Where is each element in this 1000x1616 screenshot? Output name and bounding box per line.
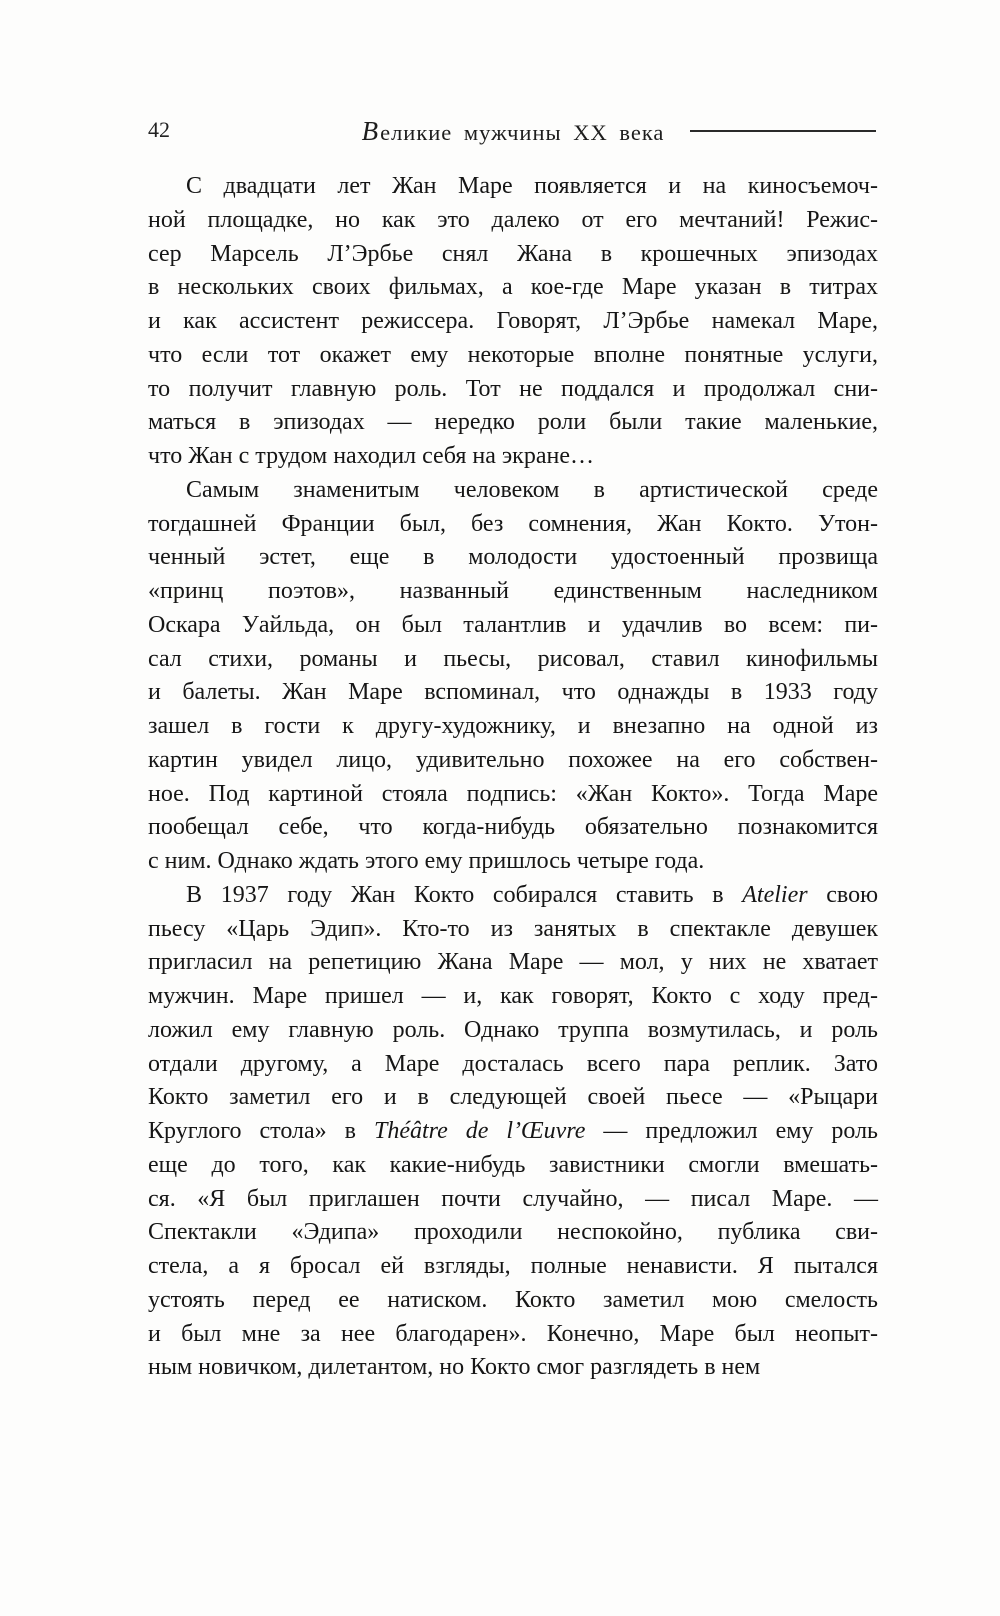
text-line xyxy=(148,1014,878,1048)
text-line xyxy=(148,1048,878,1082)
text-line xyxy=(148,238,878,272)
text-segment: стела, а я бросал ей взгляды, полные ненависти. Я пытался xyxy=(148,1253,878,1279)
text-segment: — предложил ему роль xyxy=(585,1118,878,1144)
text-line xyxy=(148,1250,878,1284)
text-segment: ложил ему главную роль. Однако труппа возмутилась, и роль xyxy=(148,1016,878,1043)
text-line xyxy=(148,1318,878,1352)
text-segment: тогдашней Франции был, без сомнения, Жан Кокто. Утон- xyxy=(148,510,878,537)
text-line xyxy=(148,271,878,305)
text-line xyxy=(148,1351,878,1385)
text-line xyxy=(148,474,878,508)
paragraph xyxy=(148,474,878,879)
text-line xyxy=(148,1216,878,1250)
text-line xyxy=(148,373,878,407)
text-line xyxy=(148,305,878,339)
text-segment: Кокто заметил его и в следующей своей пьесе — «Рыцари xyxy=(148,1084,878,1111)
page-header xyxy=(148,114,878,146)
text-line xyxy=(148,778,878,812)
text-line xyxy=(148,406,878,440)
text-line xyxy=(148,541,878,575)
text-line xyxy=(148,440,878,474)
text-segment: Спектакли «Эдипа» проходили неспокойно, публика сви- xyxy=(148,1219,878,1246)
text-line xyxy=(148,643,878,677)
text-line xyxy=(148,946,878,980)
text-segment: пьесу «Царь Эдип». Кто-то из занятых в спектакле девушек xyxy=(148,915,878,942)
text-segment: в нескольких своих фильмах, а кое-где Маре указан в титрах xyxy=(148,274,878,301)
text-segment: ным новичком, дилетантом, но Кокто смог разглядеть в нем xyxy=(148,1354,761,1381)
text-segment: пообещал себе, что когда-нибудь обязательно познакомится xyxy=(148,814,878,841)
text-segment: ся. «Я был приглашен почти случайно, — писал Маре. — xyxy=(148,1185,878,1212)
text-segment: мужчин. Маре пришел — и, как говорят, Кокто с ходу пред- xyxy=(148,983,878,1009)
text-segment: то получит главную роль. Тот не поддался и продолжал сни- xyxy=(148,375,878,402)
text-segment: и как ассистент режиссера. Говорят, Л’Эрбье намекал Маре, xyxy=(148,308,878,334)
text-line xyxy=(148,575,878,609)
text-line xyxy=(148,676,878,710)
text-line xyxy=(148,980,878,1014)
text-line xyxy=(148,710,878,744)
text-segment: С двадцати лет Жан Маре появляется и на киносъемоч- xyxy=(186,173,878,199)
text-segment: «принц поэтов», названный единственным наследником xyxy=(148,578,878,604)
text-line xyxy=(148,1115,878,1149)
paragraph xyxy=(148,170,878,474)
text-line xyxy=(148,609,878,643)
italic-text: Théâtre de l’Œuvre xyxy=(373,1118,586,1144)
text-line xyxy=(148,913,878,947)
text-segment: и балеты. Жан Маре вспоминал, что однажды в 1933 году xyxy=(148,679,878,706)
text-segment: Оскара Уайльда, он был талантлив и удачлив во всем: пи- xyxy=(148,611,878,638)
text-segment: В 1937 году Жан Кокто собирался ставить в xyxy=(186,881,743,908)
text-segment: что Жан с трудом находил себя на экране… xyxy=(148,443,594,469)
header-rule xyxy=(690,130,876,132)
text-segment: ченный эстет, еще в молодости удостоенный прозвища xyxy=(148,544,878,571)
text-line xyxy=(148,508,878,542)
text-segment: ной площадке, но как это далеко от его мечтаний! Режис- xyxy=(148,206,878,233)
text-segment: зашел в гости к другу-художнику, и внезапно на одной из xyxy=(148,713,878,739)
text-segment: свою xyxy=(807,881,878,908)
text-segment: еще до того, как какие-нибудь завистники смогли вмешать- xyxy=(148,1151,878,1178)
text-line xyxy=(148,1284,878,1318)
text-line xyxy=(148,1149,878,1183)
text-segment: устоять перед ее натиском. Кокто заметил мою смелость xyxy=(148,1286,878,1313)
text-segment: и был мне за нее благодарен». Конечно, Маре был неопыт- xyxy=(148,1320,878,1347)
text-segment: пригласил на репетицию Жана Маре — мол, у них не хватает xyxy=(148,949,878,976)
italic-text: Atelier xyxy=(742,881,808,908)
text-segment: картин увидел лицо, удивительно похожее на его собствен- xyxy=(148,746,878,773)
body-text xyxy=(148,170,878,1385)
text-line xyxy=(148,170,878,204)
text-segment: маться в эпизодах — нередко роли были такие маленькие, xyxy=(148,409,878,436)
text-segment: ное. Под картиной стояла подпись: «Жан Кокто». Тогда Маре xyxy=(148,780,878,807)
page-number: 42 xyxy=(148,117,170,142)
text-line xyxy=(148,845,878,879)
text-segment: Самым знаменитым человеком в артистической среде xyxy=(186,476,878,503)
text-line xyxy=(148,1081,878,1115)
text-segment: сер Марсель Л’Эрбье снял Жана в крошечных эпизодах xyxy=(148,240,878,267)
text-segment: что если тот окажет ему некоторые вполне понятные услуги, xyxy=(148,341,878,368)
text-segment: отдали другому, а Маре досталась всего пара реплик. Зато xyxy=(148,1050,878,1077)
text-segment: с ним. Однако ждать этого ему пришлось четыре года. xyxy=(148,848,705,874)
paragraph xyxy=(148,879,878,1385)
text-line xyxy=(148,744,878,778)
text-line xyxy=(148,811,878,845)
text-line xyxy=(148,879,878,913)
text-line xyxy=(148,204,878,238)
text-segment: Круглого стола» в xyxy=(148,1118,374,1144)
running-title: Великие мужчины XX века xyxy=(361,116,665,146)
text-line xyxy=(148,1183,878,1217)
text-line xyxy=(148,339,878,373)
text-segment: сал стихи, романы и пьесы, рисовал, ставил кинофильмы xyxy=(148,645,878,672)
